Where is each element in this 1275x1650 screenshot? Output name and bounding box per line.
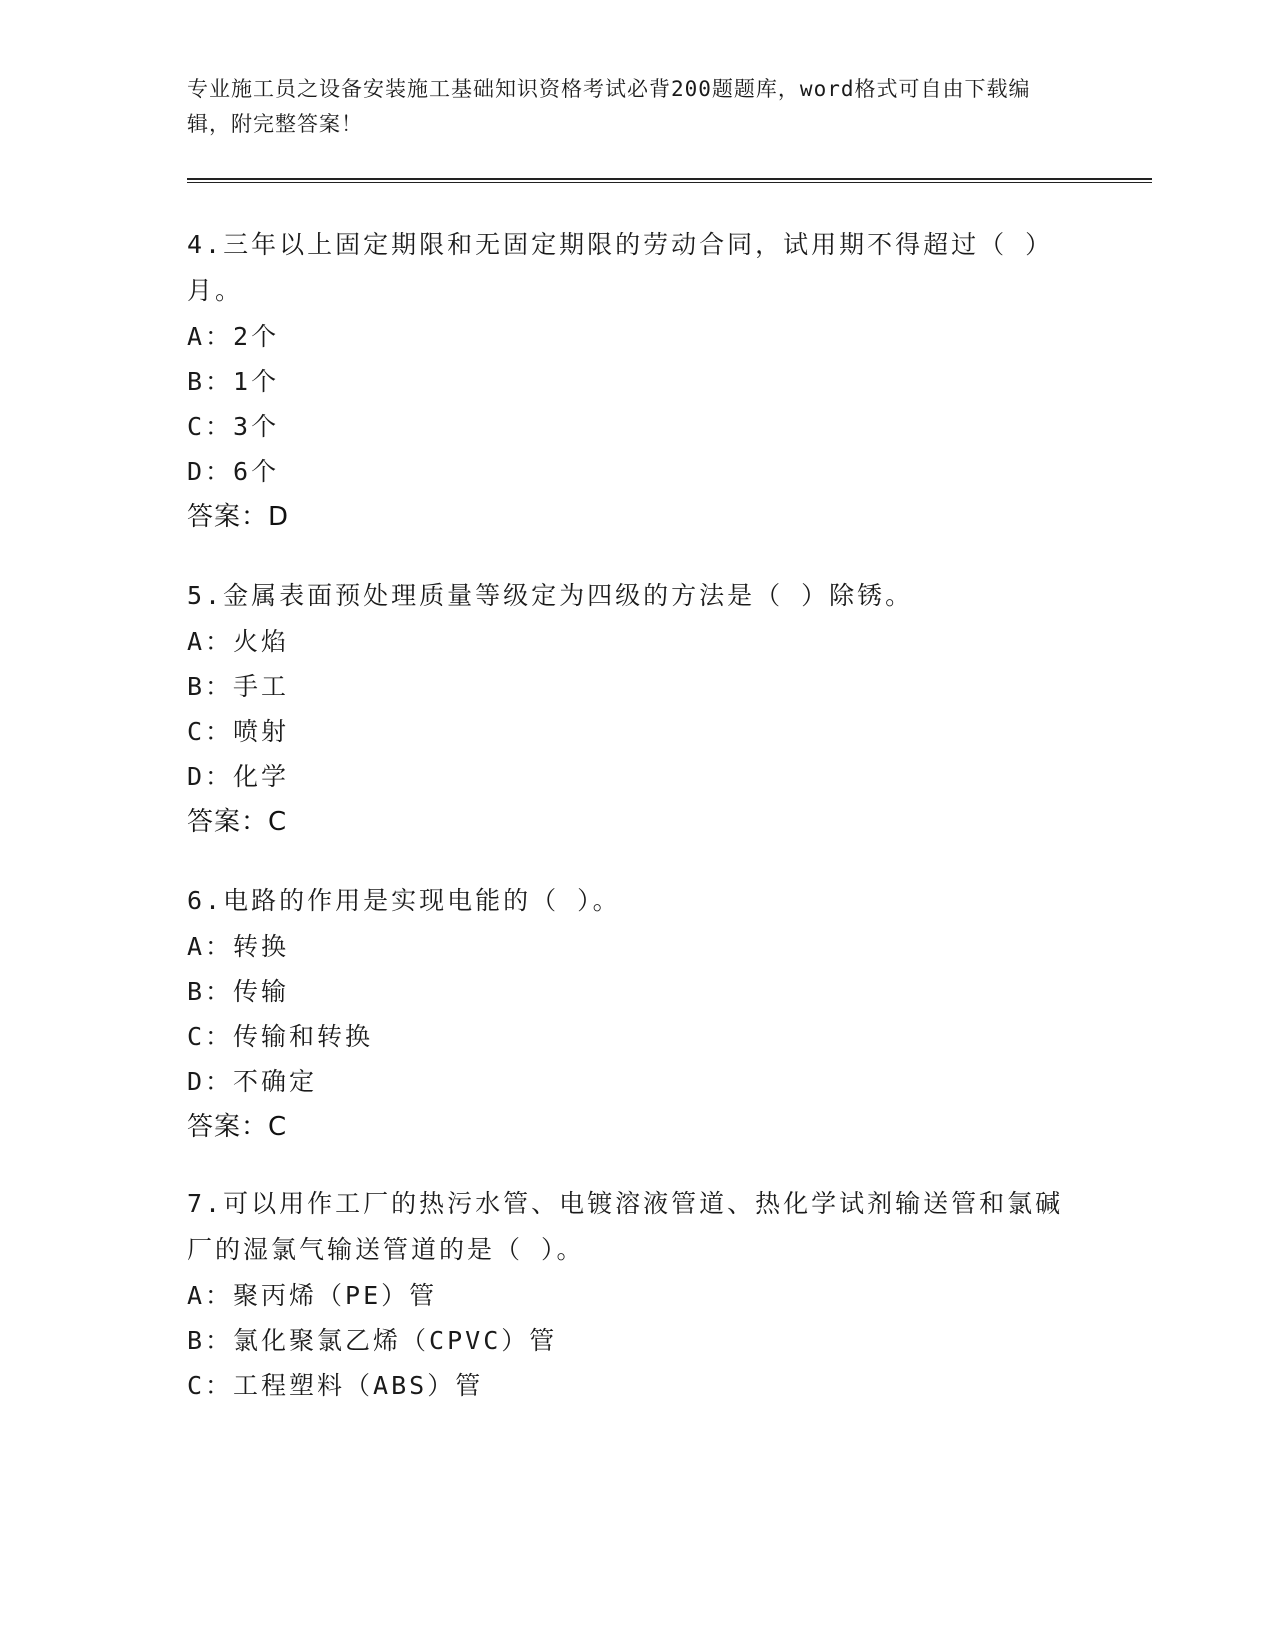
question-text: 5.金属表面预处理质量等级定为四级的方法是（ ）除锈。 (187, 581, 914, 610)
option-a: A：转换 (187, 932, 290, 961)
document-header: 专业施工员之设备安装施工基础知识资格考试必背200题题库，word格式可自由下载编辑，附完整答案！ (187, 77, 1031, 136)
question-5 (187, 573, 1067, 845)
option-c: C：传输和转换 (187, 1022, 374, 1051)
option-d: D：6个 (187, 457, 280, 486)
option-b: B：1个 (187, 367, 280, 396)
question-text: 4.三年以上固定期限和无固定期限的劳动合同，试用期不得超过（ ）月。 (187, 230, 1054, 305)
option-d: D：化学 (187, 762, 290, 791)
option-a: A：聚丙烯（PE）管 (187, 1281, 438, 1310)
option-c: C：工程塑料（ABS）管 (187, 1371, 484, 1400)
answer: 答案：D (187, 502, 290, 532)
question-4 (187, 222, 1067, 540)
option-b: B：传输 (187, 977, 290, 1006)
option-a: A：2个 (187, 322, 280, 351)
question-text: 7.可以用作工厂的热污水管、电镀溶液管道、热化学试剂输送管和氯碱厂的湿氯气输送管道的是（ ）。 (187, 1189, 1064, 1264)
option-d: D：不确定 (187, 1067, 318, 1096)
header-divider (187, 178, 1152, 183)
option-a: A：火焰 (187, 627, 290, 656)
option-b: B：手工 (187, 672, 290, 701)
option-c: C：喷射 (187, 717, 290, 746)
option-c: C：3个 (187, 412, 280, 441)
answer: 答案：C (187, 807, 288, 837)
question-7 (187, 1181, 1067, 1408)
question-6 (187, 878, 1067, 1150)
question-text: 6.电路的作用是实现电能的（ ）。 (187, 886, 621, 915)
answer: 答案：C (187, 1112, 288, 1142)
option-b: B：氯化聚氯乙烯（CPVC）管 (187, 1326, 558, 1355)
